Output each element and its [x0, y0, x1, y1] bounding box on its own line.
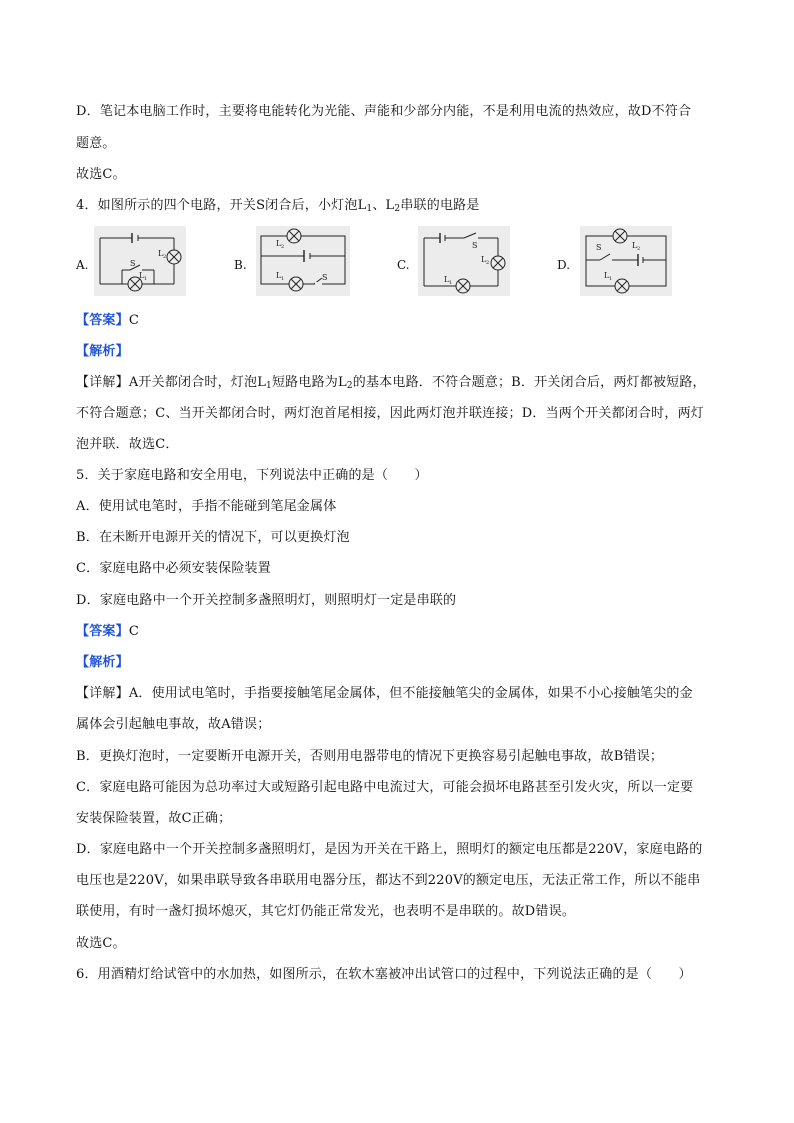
detail-text: A．使用试电笔时，手指要接触笔尾金属体，但不能接触笔尖的金属体，如果不小心接触笔尖的金 — [128, 686, 693, 701]
detail-tag: 【详解】 — [76, 686, 129, 701]
switch-label: S — [322, 273, 328, 282]
detail-text: 短路电路为L — [271, 375, 347, 390]
answer-line — [76, 312, 139, 330]
lamp-subscript: 2 — [486, 260, 490, 266]
lamp-subscript: 2 — [637, 246, 641, 252]
switch-label: S — [596, 243, 602, 252]
circuit-diagram-c — [418, 226, 510, 296]
lamp-label: L — [158, 249, 164, 258]
stem-part: 、L — [372, 198, 395, 213]
answer-value: C — [128, 624, 139, 639]
lamp-label: L — [604, 271, 610, 280]
option-b-label: B. — [234, 258, 247, 272]
detail-line: 安装保险装置，故C正确； — [76, 811, 232, 826]
answer-tag: 【答案】 — [76, 624, 129, 639]
lamp-label: L — [632, 241, 638, 250]
lamp-subscript: 2 — [163, 254, 167, 260]
detail-line: 属体会引起触电事故，故A错误； — [76, 717, 271, 732]
option-b: B．在未断开电源开关的情况下，可以更换灯泡 — [76, 530, 350, 545]
text-line: 故选C。 — [76, 167, 126, 182]
option-c: C．家庭电路中必须安装保险装置 — [76, 561, 271, 576]
answer-tag: 【答案】 — [76, 313, 129, 328]
stem-part: 串联的电路是 — [400, 198, 480, 213]
subscript: 1 — [266, 381, 272, 391]
question-4-stem — [76, 197, 480, 215]
question-6-stem: 6．用酒精灯给试管中的水加热，如图所示，在软木塞被冲出试管口的过程中，下列说法正确的是（ ） — [76, 967, 692, 982]
detail-line: 联使用，有时一盏灯损坏熄灭，其它灯仍能正常发光，也表明不是串联的。故D错误。 — [76, 904, 576, 919]
detail-line — [76, 685, 693, 703]
lamp-label: L — [276, 239, 282, 248]
stem-part: 4．如图所示的四个电路，开关S闭合后，小灯泡L — [76, 198, 367, 213]
analysis-line — [76, 343, 129, 361]
option-d: D．家庭电路中一个开关控制多盏照明灯，则照明灯一定是串联的 — [76, 593, 457, 608]
detail-text: 的基本电路．不符合题意；B．开关闭合后，两灯都被短路， — [352, 375, 706, 390]
subscript: 1 — [366, 204, 373, 214]
lamp-label: L — [444, 275, 450, 284]
detail-line: 电压也是220V，如果串联导致各串联用电器分压，都达不到220V的额定电压，无法正常工作，所以不能串 — [76, 873, 701, 888]
detail-line: B．更换灯泡时，一定要断开电源开关，否则用电器带电的情况下更换容易引起触电事故，故B错误； — [76, 749, 664, 764]
text-line: D．笔记本电脑工作时，主要将电能转化为光能、声能和少部分内能，不是利用电流的热效应，故D不符合 — [76, 104, 692, 119]
option-d-label: D. — [557, 258, 571, 272]
lamp-subscript: 1 — [449, 280, 453, 286]
option-c-label: C. — [397, 258, 410, 272]
lamp-subscript: 1 — [144, 276, 148, 282]
analysis-tag: 【解析】 — [76, 344, 129, 359]
switch-label: S — [130, 259, 136, 268]
option-a: A．使用试电笔时，手指不能碰到笔尾金属体 — [76, 499, 337, 514]
circuit-diagram-d — [580, 226, 672, 296]
lamp-label: L — [139, 271, 145, 280]
lamp-label: L — [276, 271, 282, 280]
lamp-label: L — [481, 255, 487, 264]
detail-line: C．家庭电路可能因为总功率过大或短路引起电路中电流过大，可能会损坏电路甚至引发火灾，所以一定要 — [76, 780, 694, 795]
lamp-subscript: 1 — [281, 276, 285, 282]
text-line: 题意。 — [76, 136, 116, 151]
analysis-tag: 【解析】 — [76, 655, 129, 670]
detail-line: 泡并联．故选C． — [76, 437, 179, 452]
question-5-stem: 5．关于家庭电路和安全用电，下列说法中正确的是（ ） — [76, 468, 428, 483]
detail-line — [76, 374, 706, 392]
analysis-line — [76, 654, 129, 672]
circuit-diagram-a — [94, 226, 186, 296]
subscript: 2 — [346, 381, 353, 391]
detail-line: 不符合题意；C、当开关都闭合时，两灯泡首尾相接，因此两灯泡并联连接；D．当两个开关都闭合时，两灯 — [76, 406, 704, 421]
lamp-subscript: 2 — [281, 244, 285, 250]
detail-line: D．家庭电路中一个开关控制多盏照明灯，是因为开关在干路上，照明灯的额定电压都是220V，家庭电路的 — [76, 842, 703, 857]
answer-line — [76, 623, 139, 641]
answer-value: C — [128, 313, 139, 328]
subscript: 2 — [394, 204, 401, 214]
detail-tag: 【详解】 — [76, 375, 129, 390]
detail-text: A开关都闭合时，灯泡L — [128, 375, 267, 390]
conclusion-line: 故选C。 — [76, 936, 126, 951]
option-a-label: A. — [76, 258, 89, 272]
circuit-diagram-b — [256, 226, 350, 296]
switch-label: S — [472, 241, 478, 250]
lamp-subscript: 1 — [609, 276, 613, 282]
